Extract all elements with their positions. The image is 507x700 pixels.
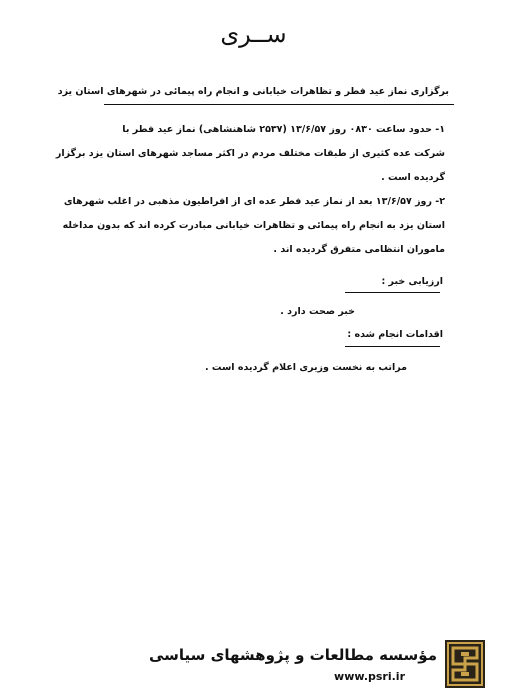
- evaluation-underline: [345, 292, 440, 293]
- footer-watermark: [148, 636, 497, 692]
- document-subject: برگزاری نماز عید فطر و تظاهرات خیابانی و انجام راه پیمائی در شهرهای استان یزد: [57, 86, 449, 97]
- classification-heading: ســری: [220, 20, 287, 48]
- subject-underline: [104, 104, 454, 105]
- actions-text: مراتب به نخست وزیری اعلام گردیده است .: [204, 362, 407, 373]
- paragraph-1-line: ۱- حدود ساعت ۰۸۳۰ روز ۱۳/۶/۵۷ (۲۵۳۷ شاهنشاهی) نماز عید فطر با: [122, 124, 445, 135]
- paragraph-2-line: ۲- روز ۱۳/۶/۵۷ بعد از نماز عید فطر عده ای از افراطیون مذهبی در اغلب شهرهای: [63, 196, 445, 207]
- paragraph-2-line: استان یزد به انجام راه پیمائی و تظاهرات خیابانی مبادرت کرده اند که بدون مداخله: [62, 220, 445, 231]
- actions-label: اقدامات انجام شده :: [347, 329, 443, 340]
- paragraph-1-line: گردیده است .: [381, 172, 445, 183]
- org-name: مؤسسه مطالعات و پژوهشهای سیاسی: [148, 646, 437, 664]
- paragraph-2: [50, 190, 445, 262]
- paragraph-2-line: ماموران انتظامی متفرق گردیده اند .: [273, 244, 445, 255]
- paragraph-1: [50, 118, 445, 190]
- paragraph-1-line: شرکت عده کثیری از طبقات مختلف مردم در اکثر مساجد شهرهای استان یزد برگزار: [55, 148, 445, 159]
- evaluation-text: خبر صحت دارد .: [280, 306, 355, 317]
- psri-logo-icon: [445, 640, 485, 688]
- evaluation-label: ارزیابی خبر :: [381, 276, 443, 287]
- org-url: www.psri.ir: [334, 670, 405, 683]
- actions-underline: [345, 346, 440, 347]
